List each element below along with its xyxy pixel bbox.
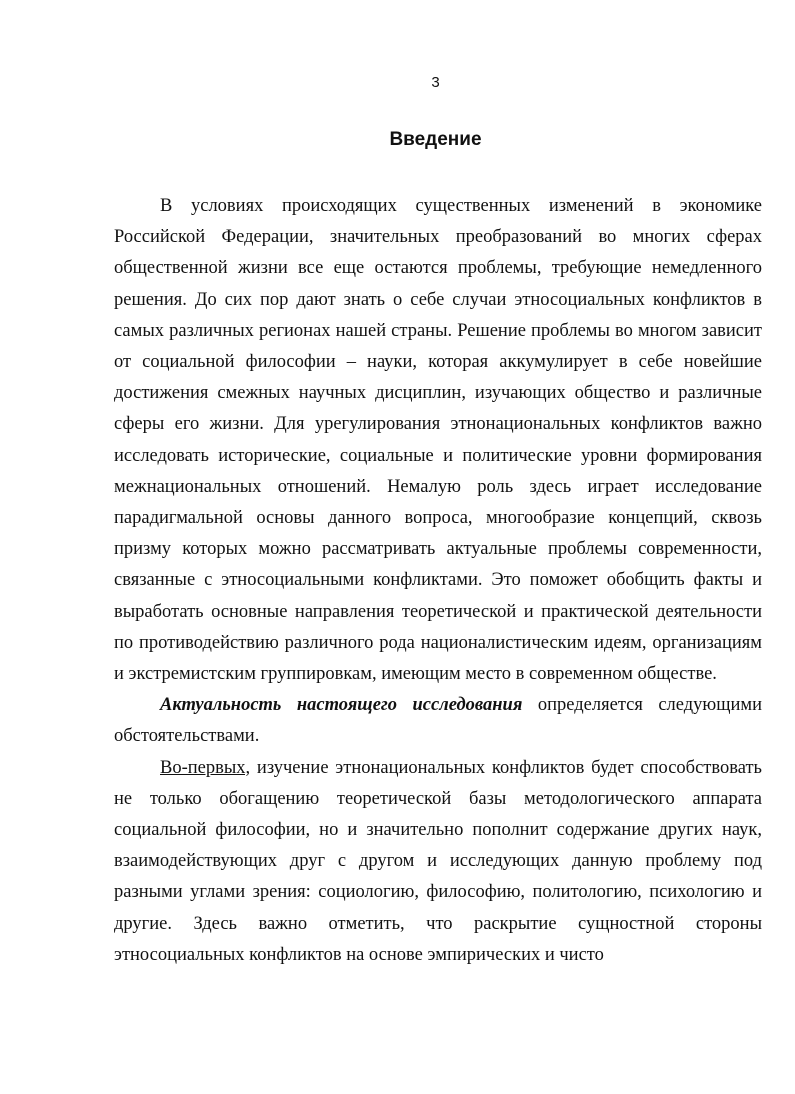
paragraph-relevance [114,690,762,752]
relevance-emphasis: Актуальность настоящего исследования [160,695,523,716]
document-body [114,191,762,971]
relevance-text: определяется следующими обстоятельствами. [114,695,762,747]
paragraph-firstly [114,753,762,971]
page-title: Введение [389,129,482,150]
firstly-text: изучение этнонациональных конфликтов будет способствовать не только обогащению теоретической базы методологического аппарата социальной философии, но и значительно пополнит содержание других наук, взаимодействующих друг с другом и исследующих данную проблему под разными углами зрения: социологию, философию, политологию, психологию и другие. Здесь важно отметить, что раскрытие сущностной стороны этносоциальных конфликтов на основе эмпирических и чисто [114,757,762,965]
page-number: 3 [431,74,440,91]
paragraph-intro: В условиях происходящих существенных изменений в экономике Российской Федерации, значительных преобразований во многих сферах общественной жизни все еще остаются проблемы, требующие немедленного решения. До сих пор дают знать о себе случаи этносоциальных конфликтов в самых различных регионах нашей страны. Решение проблемы во многом зависит от социальной философии – науки, которая аккумулирует в себе новейшие достижения смежных научных дисциплин, изучающих общество и различные сферы его жизни. Для урегулирования этнонациональных конфликтов важно исследовать исторические, социальные и политические уровни формирования межнациональных отношений. Немалую роль здесь играет исследование парадигмальной основы данного вопроса, многообразие концепций, сквозь призму которых можно рассматривать актуальные проблемы современности, связанные с этносоциальными конфликтами. Это поможет обобщить факты и выработать основные направления теоретической и практической деятельности по противодействию различного рода националистическим идеям, организациям и экстремистским группировкам, имеющим место в современном обществе. [114,196,762,685]
firstly-lead: Во-первых, [160,757,251,778]
